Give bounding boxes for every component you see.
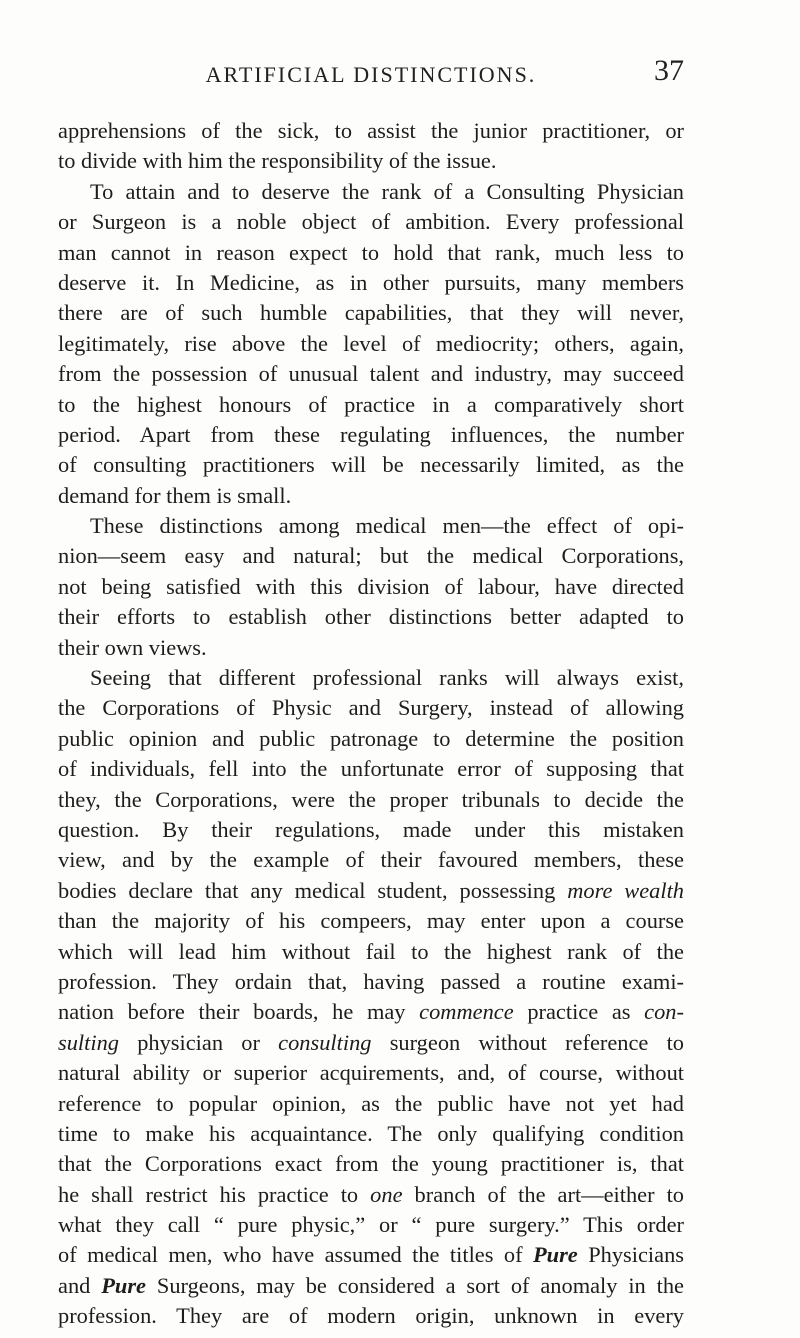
italic-text: consulting <box>278 1029 372 1055</box>
text-line <box>58 1180 684 1210</box>
text-segment: surgeon without reference to <box>389 1029 684 1055</box>
text-line: their own views. <box>58 634 207 660</box>
text-line: natural ability or superior acquirements, and, of course, without <box>58 1060 684 1086</box>
italic-text: one <box>370 1181 403 1207</box>
text-line: what they call “ pure physic,” or “ pure surgery.” This order <box>58 1212 684 1238</box>
text-segment: physician or <box>137 1029 260 1055</box>
italic-text: more wealth <box>567 877 684 903</box>
text-line: time to make his acquaintance. The only qualifying condition <box>58 1120 684 1146</box>
text-line: profession. They are of modern origin, unknown in every <box>58 1303 684 1329</box>
text-line: the Corporations of Physic and Surgery, instead of allowing <box>58 695 684 721</box>
text-line: public opinion and public patronage to determine the position <box>58 725 684 751</box>
text-line: from the possession of unusual talent and industry, may succeed <box>58 361 684 387</box>
text-line: of consulting practitioners will be necessarily limited, as the <box>58 452 684 478</box>
text-line: apprehensions of the sick, to assist the junior practitioner, or <box>58 118 684 143</box>
text-line <box>58 876 684 906</box>
text-segment: nation before their boards, he may <box>58 999 406 1025</box>
text-segment: Surgeons, may be considered a sort of anomaly in the <box>156 1272 684 1298</box>
text-line: that the Corporations exact from the young practitioner is, that <box>58 1151 684 1177</box>
text-line: deserve it. In Medicine, as in other pursuits, many members <box>58 269 684 295</box>
running-head <box>58 54 684 98</box>
text-line: question. By their regulations, made under this mistaken <box>58 816 684 842</box>
text-line <box>58 1271 684 1301</box>
text-line: nion—seem easy and natural; but the medical Corporations, <box>58 543 684 569</box>
text-segment: Physicians <box>588 1242 684 1268</box>
text-line: their efforts to establish other distinctions better adapted to <box>58 604 684 630</box>
text-line: legitimately, rise above the level of mediocrity; others, again, <box>58 330 684 356</box>
paragraph-start-line: These distinctions among medical men—the effect of opi- <box>90 513 684 539</box>
text-line: there are of such humble capabilities, that they will never, <box>58 300 684 326</box>
page-number: 37 <box>654 54 684 87</box>
text-line: which will lead him without fail to the highest rank of the <box>58 938 684 964</box>
text-line: of individuals, fell into the unfortunate error of supposing that <box>58 756 684 782</box>
text-line: than the majority of his compeers, may enter upon a course <box>58 908 684 934</box>
text-segment: practice as <box>527 999 631 1025</box>
italic-bold-text: Pure <box>101 1272 147 1298</box>
text-line: demand for them is small. <box>58 482 292 508</box>
text-segment: and <box>58 1272 91 1298</box>
italic-text: sulting <box>58 1029 119 1055</box>
text-segment: bodies declare that any medical student, possessing <box>58 877 556 903</box>
text-line: profession. They ordain that, having passed a routine exami- <box>58 968 684 994</box>
text-line <box>58 1240 684 1270</box>
text-line: reference to popular opinion, as the public have not yet had <box>58 1090 684 1116</box>
text-line: they, the Corporations, were the proper tribunals to decide the <box>58 786 684 812</box>
text-line: man cannot in reason expect to hold that rank, much less to <box>58 239 684 265</box>
text-line: period. Apart from these regulating influences, the number <box>58 421 684 447</box>
text-line: not being satisfied with this division of labour, have directed <box>58 573 684 599</box>
text-line <box>58 997 684 1027</box>
running-title: ARTIFICIAL DISTINCTIONS. <box>205 62 537 87</box>
italic-bold-text: Pure <box>532 1242 578 1268</box>
text-line: view, and by the example of their favoured members, these <box>58 847 684 873</box>
text-line: or Surgeon is a noble object of ambition. Every professional <box>58 209 684 235</box>
text-segment: he shall restrict his practice to <box>58 1181 359 1207</box>
italic-text: con- <box>644 999 684 1025</box>
text-line: to divide with him the responsibility of the issue. <box>58 148 497 174</box>
paragraph-start-line: To attain and to deserve the rank of a Consulting Physician <box>90 178 684 204</box>
body-text <box>58 116 684 1332</box>
text-segment: of medical men, who have assumed the titles of <box>58 1242 523 1268</box>
paragraph-start-line: Seeing that different professional ranks will always exist, <box>90 665 684 691</box>
text-line <box>58 1028 684 1058</box>
text-line: to the highest honours of practice in a comparatively short <box>58 391 684 417</box>
text-segment: branch of the art—either to <box>414 1181 684 1207</box>
italic-text: commence <box>419 999 514 1025</box>
